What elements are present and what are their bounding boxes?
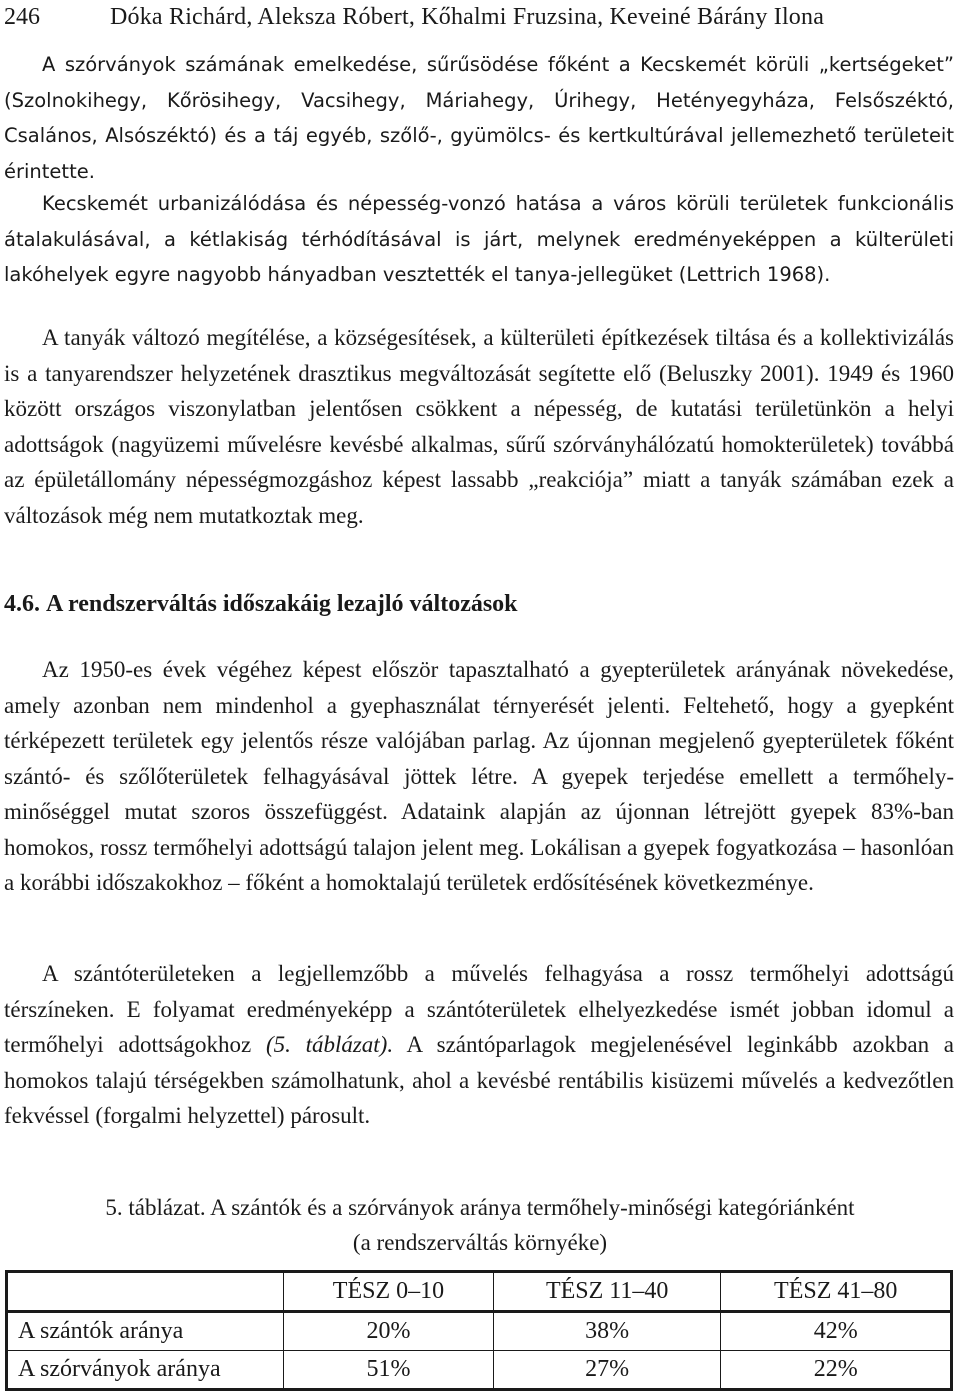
table-header-cell: TÉSZ 41–80	[721, 1272, 952, 1312]
table-header-row	[7, 1272, 952, 1312]
table-row	[7, 1351, 952, 1390]
table-cell: 22%	[721, 1351, 952, 1390]
section-heading	[4, 586, 524, 622]
section-number: 4.6.	[4, 591, 40, 617]
paragraph-arable-land-text-end: A szántóparlagok megjelenésével leginkább azokban a homokos talajú térségekben számolhatunk, ahol a kevésbé rentábilis kisüzemi művelés a kedvezőtlen fekvéssel (forgalmi helyzettel) párosult.	[4, 1032, 955, 1128]
table-row-label: A szántók aránya	[7, 1312, 284, 1351]
paragraph-arable-land	[4, 956, 954, 1134]
table-row	[7, 1312, 952, 1351]
table-header-cell	[7, 1272, 284, 1312]
table-caption-title: 5. táblázat. A szántók és a szórványok aránya termőhely-minőségi kategóriánként	[105, 1195, 855, 1220]
table-row-label: A szórványok aránya	[7, 1351, 284, 1390]
running-head-authors: Dóka Richárd, Aleksza Róbert, Kőhalmi Fruzsina, Keveiné Bárány Ilona	[110, 4, 825, 30]
table-header-cell: TÉSZ 11–40	[493, 1272, 721, 1312]
paragraph-arable-land-text: A szántóterületeken a legjellemzőbb a művelés felhagyása a rossz termőhelyi adottságú térszíneken. E folyamat eredményeképp a szántóterületek elhelyezkedése ismét jobban idomul a termőhelyi adottságokhoz	[4, 961, 954, 1057]
table-cell: 20%	[284, 1312, 494, 1351]
table-caption-subtitle: (a rendszerváltás környéke)	[352, 1230, 608, 1255]
table-cell: 42%	[721, 1312, 952, 1351]
paragraph-scattered-farms: A szórványok számának emelkedése, sűrűsödése főként a Kecskemét körüli „kertségeket” (Szolnokihegy, Kőrösihegy, Vacsihegy, Máriahegy, Úrihegy, Hetényegyháza, Felsőszéktó, Csalános, Alsószéktó) és a táj egyéb, szőlő-, gyümölcs- és kertkultúrával jellemezhető területeit érintette.	[4, 53, 954, 183]
table-caption	[4, 1190, 956, 1260]
data-table	[5, 1270, 953, 1391]
page-number: 246	[4, 4, 40, 30]
table-cell: 38%	[493, 1312, 721, 1351]
paragraph-grasslands: Az 1950-es évek végéhez képest először tapasztalható a gyepterületek arányának növekedése, amely azonban nem mindenhol a gyephasználat térnyerését jelenti. Feltehető, hogy a gyepként térképezett területek egy jelentős része valójában parlag. Az újonnan megjelenő gyepterületek főként szántó- és szőlőterületek felhagyásával jöttek létre. A gyepek terjedése emellett a termőhely-minőséggel mutat szoros összefüggést. Adataink alapján az újonnan létrejött gyepek 83%-ban homokos, rossz termőhelyi adottságú talajon jelent meg. Lokálisan a gyepek fogyatkozása – hasonlóan a korábbi időszakokhoz – főként a homoktalajú területek erdősítésének következménye.	[4, 657, 954, 895]
paragraph-urbanization: Kecskemét urbanizálódása és népesség-vonzó hatása a város körüli területek funkcionális átalakulásával, a kétlakiság térhódításával is járt, melynek eredményeképpen a külterületi lakóhelyek egyre nagyobb hányadban vesztették el tanya-jellegüket (Lettrich 1968).	[4, 192, 954, 286]
table-header-cell: TÉSZ 0–10	[284, 1272, 494, 1312]
table-cell: 51%	[284, 1351, 494, 1390]
table-reference-link: (5. táblázat).	[265, 1032, 394, 1057]
paragraph-farm-perception: A tanyák változó megítélése, a községesítések, a külterületi építkezések tiltása és a kollektivizálás is a tanyarendszer helyzetének drasztikus megváltozását segítette elő (Beluszky 2001). 1949 és 1960 között országos viszonylatban jelentősen csökkent a népesség, de kutatási területünkön a helyi adottságok (nagyüzemi művelésre kevésbé alkalmas, sűrű szórványhálózatú homokterületek) továbbá az épületállomány népességmozgáshoz képest lassabb „reakciója” miatt a tanyák számában ezek a változások még nem mutatkoztak meg.	[4, 325, 954, 528]
table-cell: 27%	[493, 1351, 721, 1390]
running-header	[4, 2, 956, 32]
section-title: A rendszerváltás időszakáig lezajló változások	[46, 591, 518, 617]
